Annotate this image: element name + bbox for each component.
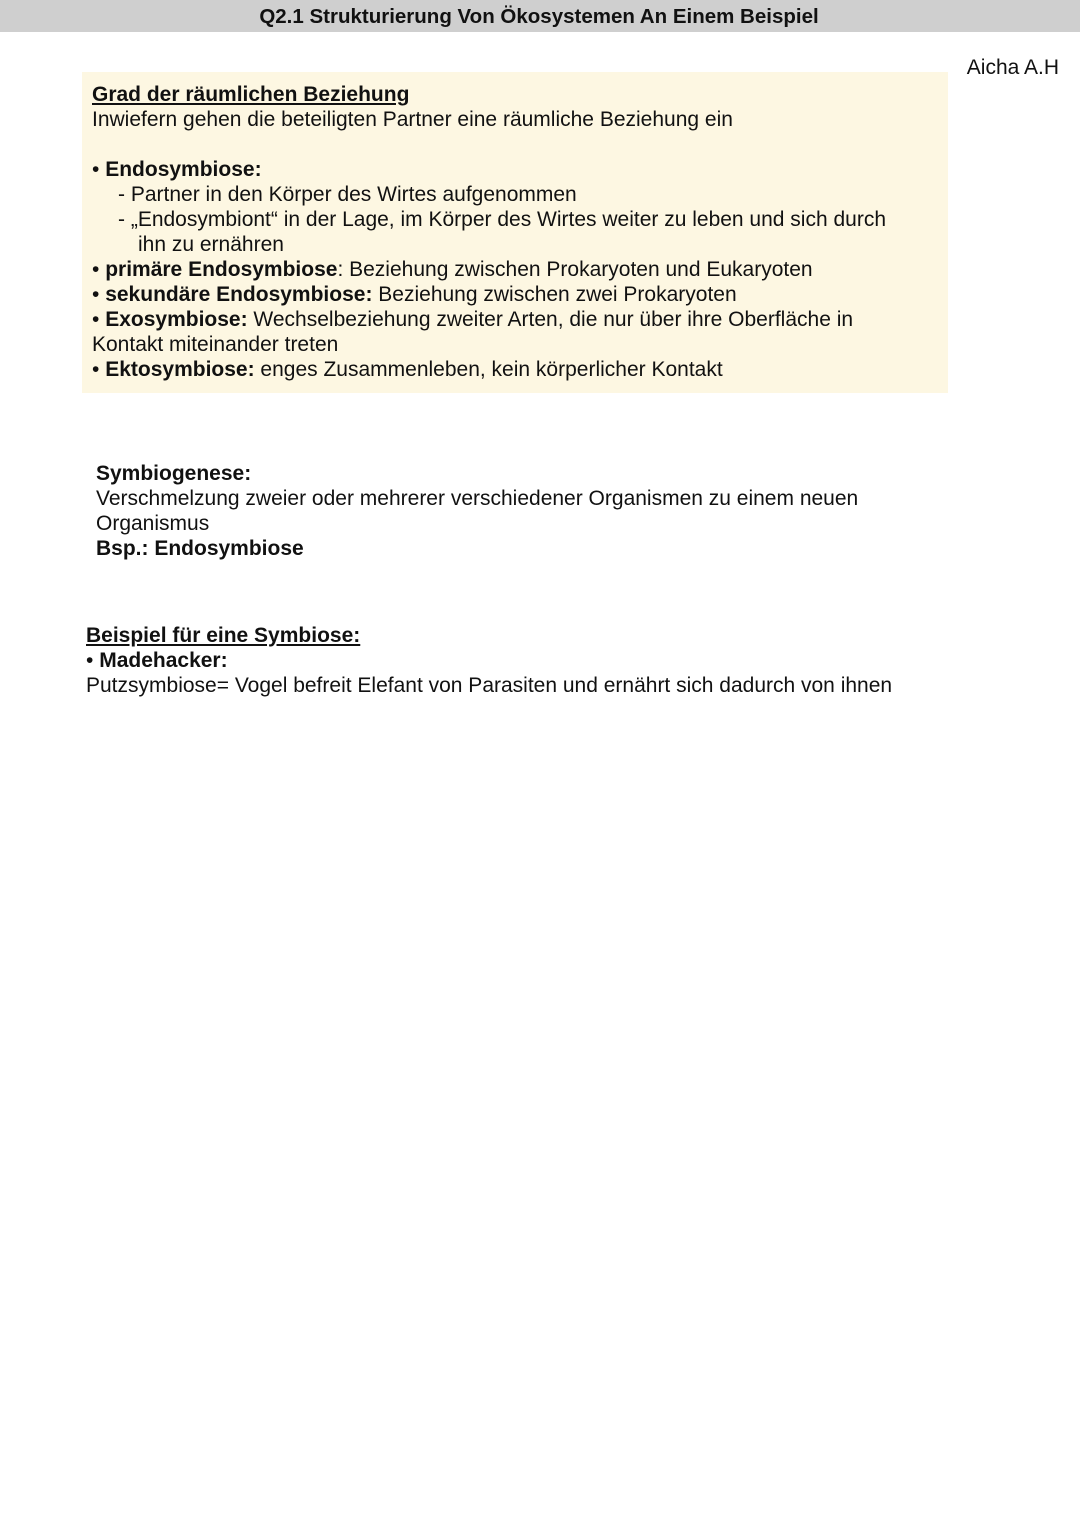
box-heading: Grad der räumlichen Beziehung [92,83,410,106]
list-item-madehacker [86,648,892,673]
desc-sekundaere-endosymbiose: Beziehung zwischen zwei Prokaryoten [372,283,737,306]
box-intro: Inwiefern gehen die beteiligten Partner eine räumliche Beziehung ein [92,108,733,131]
page-title: Q2.1 Strukturierung Von Ökosystemen An Einem Beispiel [259,5,819,28]
term-endosymbiose: Endosymbiose: [105,158,262,181]
endo-point-3: ihn zu ernähren [138,233,284,256]
endo-point-1: - Partner in den Körper des Wirtes aufgenommen [118,183,577,206]
bullet-icon: • [92,283,100,306]
term-ektosymbiose: Ektosymbiose: [105,358,255,381]
spatial-relationship-box [82,72,948,393]
list-item-ektosymbiose [92,357,948,382]
beispiel-heading: Beispiel für eine Symbiose: [86,624,361,647]
bullet-icon: • [92,308,100,331]
list-item-primaere-endosymbiose [92,257,948,282]
symbiogenese-section [96,461,858,561]
symbiogenese-line-2: Organismus [96,512,210,535]
symbiogenese-heading: Symbiogenese: [96,462,252,485]
term-exosymbiose: Exosymbiose: [105,308,248,331]
desc-exosymbiose-continued: Kontakt miteinander treten [92,333,339,356]
list-item-exosymbiose [92,307,948,332]
symbiogenese-line-1: Verschmelzung zweier oder mehrerer verschiedener Organismen zu einem neuen [96,487,859,510]
beispiel-description: Putzsymbiose= Vogel befreit Elefant von Parasiten und ernährt sich dadurch von ihnen [86,674,893,697]
beispiel-section [86,623,892,698]
desc-exosymbiose: Wechselbeziehung zweiter Arten, die nur über ihre Oberfläche in [247,308,854,331]
bullet-icon: • [92,158,100,181]
endo-point-2: - „Endosymbiont“ in der Lage, im Körper des Wirtes weiter zu leben und sich durch [118,208,887,231]
term-sekundaere-endosymbiose: sekundäre Endosymbiose: [105,283,373,306]
symbiogenese-example: Bsp.: Endosymbiose [96,537,304,560]
spacer [92,132,948,157]
desc-primaere-endosymbiose: : Beziehung zwischen Prokaryoten und Eukaryoten [337,258,813,281]
bullet-icon: • [92,258,100,281]
list-item-endosymbiose [92,157,948,182]
bullet-icon: • [86,649,94,672]
bullet-icon: • [92,358,100,381]
list-item-sekundaere-endosymbiose [92,282,948,307]
author-name: Aicha A.H [966,56,1059,79]
term-madehacker: Madehacker: [99,649,228,672]
term-primaere-endosymbiose: primäre Endosymbiose [105,258,338,281]
desc-ektosymbiose: enges Zusammenleben, kein körperlicher Kontakt [254,358,723,381]
